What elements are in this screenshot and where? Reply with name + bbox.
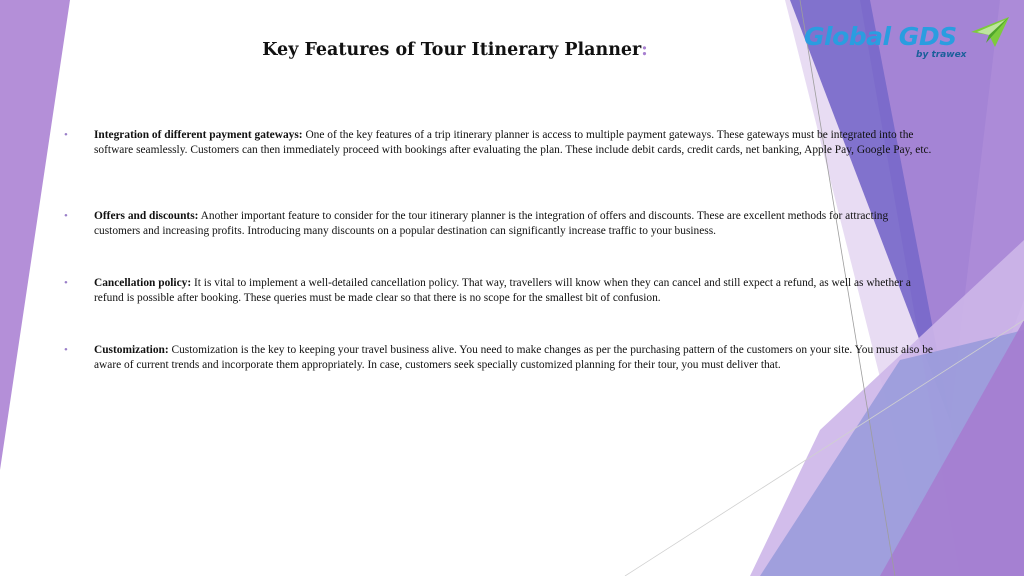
bullet-marker: • [64,129,68,141]
bullet-item [64,209,934,238]
logo-text: Global GDS [804,22,957,51]
title-colon: : [641,40,648,60]
bullet-text: It is vital to implement a well-detailed cancellation policy. That way, travellers will know when they can cancel and still expect a refund, as well as whether a refund is possible after booking. These queries must be made clear so that there is no scope for the smallest bit of confusion. [94,277,911,304]
bullet-item [64,343,934,372]
global-gds-logo [804,14,1014,66]
bullet-item [64,276,934,305]
bullet-text: Another important feature to consider for the tour itinerary planner is the integration of offers and discounts. These are excellent methods for attracting customers and increasing profits. Introducing many discounts on a popular destination can significantly increase traffic to your business. [94,210,889,237]
bullet-text: One of the key features of a trip itinerary planner is access to multiple payment gateways. These gateways must be integrated into the software seamlessly. Customers can then immediately proceed with bookings after evaluating the plan. These include debit cards, credit cards, net banking, Apple Pay, Google Pay, etc. [94,129,932,156]
title-text: Key Features of Tour Itinerary Planner [262,40,642,60]
paper-plane-icon [969,15,1011,49]
bullet-marker: • [64,277,68,289]
bullet-marker: • [64,344,68,356]
bullet-term: Customization: [94,344,169,356]
bullet-item [64,128,934,157]
slide-title [0,40,910,60]
bullet-text: Customization is the key to keeping your travel business alive. You need to make changes as per the purchasing pattern of the customers on your site. You must also be aware of current trends and incorporate them appropriately. In case, customers seek specially customized planning for their tour, you must deliver that. [94,344,933,371]
bullet-marker: • [64,210,68,222]
bullet-term: Integration of different payment gateways: [94,129,303,141]
bullet-term: Offers and discounts: [94,210,199,222]
left-purple-wedge [0,0,70,470]
bullet-term: Cancellation policy: [94,277,192,289]
logo-subtext: by trawex [916,50,967,60]
